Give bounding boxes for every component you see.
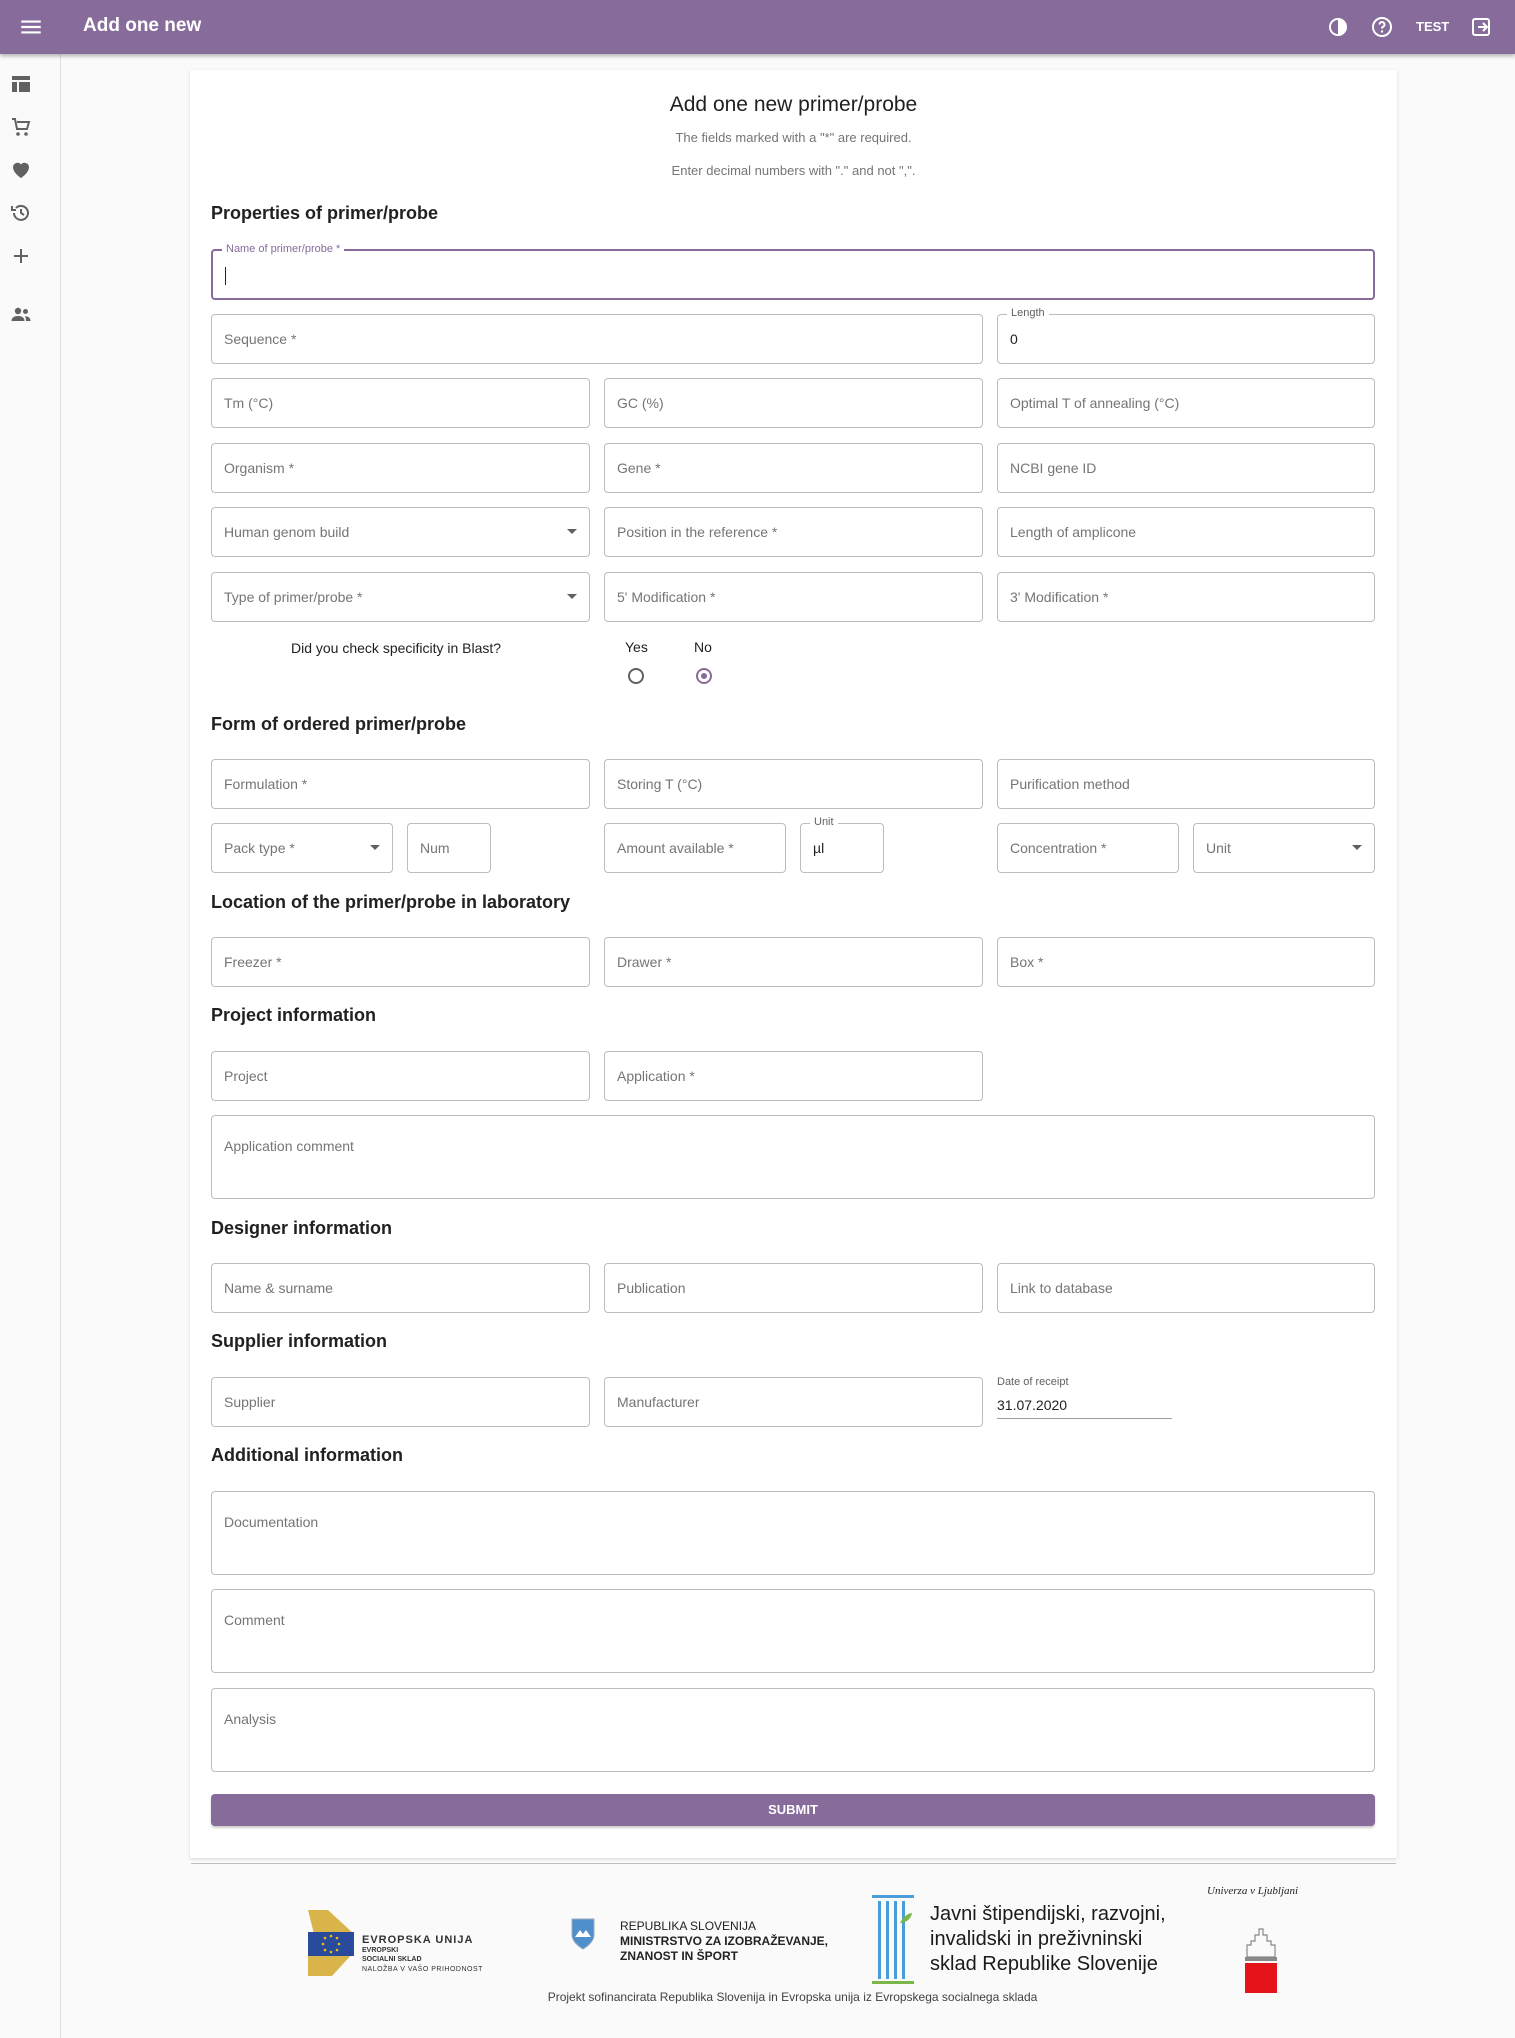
drawer-placeholder: Drawer * bbox=[617, 954, 672, 970]
freezer-field[interactable] bbox=[211, 937, 590, 987]
contrast-icon[interactable] bbox=[1326, 15, 1350, 39]
top-app-bar bbox=[0, 0, 1515, 54]
submit-button[interactable]: SUBMIT bbox=[211, 1794, 1375, 1826]
project-field[interactable] bbox=[211, 1051, 590, 1101]
documentation-placeholder: Documentation bbox=[224, 1514, 319, 1530]
application-comment-field[interactable] bbox=[211, 1115, 1375, 1199]
organism-field[interactable] bbox=[211, 443, 590, 493]
table-icon[interactable] bbox=[9, 72, 33, 96]
logout-icon[interactable] bbox=[1469, 15, 1493, 39]
manufacturer-field[interactable] bbox=[604, 1377, 983, 1427]
app-title: Add one new bbox=[83, 15, 202, 36]
ministry-line2: MINISTRSTVO ZA IZOBRAŽEVANJE, bbox=[620, 1934, 829, 1948]
supplier-placeholder: Supplier bbox=[224, 1394, 276, 1410]
gc-field[interactable] bbox=[604, 378, 983, 428]
genom-build-select[interactable] bbox=[211, 507, 590, 557]
drawer-field[interactable] bbox=[604, 937, 983, 987]
name-field[interactable] bbox=[211, 243, 1375, 300]
name-field-label: Name of primer/probe * bbox=[222, 243, 344, 255]
formulation-field[interactable] bbox=[211, 759, 590, 809]
eu-flag-icon bbox=[306, 1908, 356, 1978]
section-location: Location of the primer/probe in laboratory bbox=[211, 892, 571, 912]
add-icon[interactable] bbox=[9, 244, 33, 268]
ncbi-field[interactable] bbox=[997, 443, 1375, 493]
position-placeholder: Position in the reference * bbox=[617, 524, 778, 540]
ministry-line3: ZNANOST IN ŠPORT bbox=[620, 1949, 739, 1963]
designer-name-field[interactable] bbox=[211, 1263, 590, 1313]
fund-line1: Javni štipendijski, razvojni, bbox=[930, 1903, 1166, 1925]
optimal-t-placeholder: Optimal T of annealing (°C) bbox=[1010, 395, 1180, 411]
blast-no-radio[interactable] bbox=[696, 668, 712, 684]
amplicone-placeholder: Length of amplicone bbox=[1010, 524, 1137, 540]
organism-placeholder: Organism * bbox=[224, 460, 295, 476]
date-underline bbox=[997, 1418, 1172, 1419]
storing-field[interactable] bbox=[604, 759, 983, 809]
dropdown-arrow-icon bbox=[567, 594, 577, 599]
gc-placeholder: GC (%) bbox=[617, 395, 664, 411]
dropdown-arrow-icon bbox=[567, 529, 577, 534]
page-title: Add one new primer/probe bbox=[669, 93, 918, 116]
menu-icon[interactable] bbox=[18, 14, 44, 40]
required-note: The fields marked with a "*" are required. bbox=[675, 130, 912, 145]
type-placeholder: Type of primer/probe * bbox=[224, 589, 363, 605]
tm-field[interactable] bbox=[211, 378, 590, 428]
side-navigation bbox=[0, 54, 61, 2038]
link-db-placeholder: Link to database bbox=[1010, 1280, 1113, 1296]
eu-line2: EVROPSKI bbox=[362, 1947, 399, 1954]
tm-placeholder: Tm (°C) bbox=[224, 395, 274, 411]
length-field[interactable] bbox=[997, 307, 1375, 364]
genom-build-placeholder: Human genom build bbox=[224, 524, 350, 540]
application-placeholder: Application * bbox=[617, 1068, 695, 1084]
application-field[interactable] bbox=[604, 1051, 983, 1101]
section-designer: Designer information bbox=[211, 1218, 393, 1238]
analysis-field[interactable] bbox=[211, 1688, 1375, 1772]
blast-yes-label: Yes bbox=[625, 639, 648, 655]
eu-logo bbox=[306, 1908, 506, 1978]
link-db-field[interactable] bbox=[997, 1263, 1375, 1313]
eu-line4: NALOŽBA V VAŠO PRIHODNOST bbox=[362, 1966, 483, 1973]
user-button[interactable]: TEST bbox=[1416, 19, 1450, 34]
optimal-t-field[interactable] bbox=[997, 378, 1375, 428]
university-logo bbox=[1205, 1885, 1315, 1995]
mod3-field[interactable] bbox=[997, 572, 1375, 622]
documentation-field[interactable] bbox=[211, 1491, 1375, 1575]
fund-line3: sklad Republike Slovenije bbox=[930, 1953, 1158, 1975]
blast-question: Did you check specificity in Blast? bbox=[291, 640, 502, 656]
pack-type-placeholder: Pack type * bbox=[224, 840, 295, 856]
amount-unit-label: Unit bbox=[810, 816, 838, 828]
length-label: Length bbox=[1007, 307, 1049, 319]
num-placeholder: Num bbox=[420, 840, 450, 856]
amplicone-field[interactable] bbox=[997, 507, 1375, 557]
fund-pillar-icon bbox=[870, 1893, 916, 1987]
fund-logo bbox=[870, 1893, 1190, 1989]
comment-field[interactable] bbox=[211, 1589, 1375, 1673]
cart-icon[interactable] bbox=[9, 115, 33, 139]
help-icon[interactable] bbox=[1370, 15, 1394, 39]
blast-no-label: No bbox=[694, 639, 712, 655]
designer-name-placeholder: Name & surname bbox=[224, 1280, 333, 1296]
users-icon[interactable] bbox=[9, 302, 33, 326]
slovenia-coat-of-arms-icon bbox=[570, 1917, 596, 1951]
analysis-placeholder: Analysis bbox=[224, 1711, 277, 1727]
ministry-logo bbox=[570, 1915, 850, 1975]
type-select[interactable] bbox=[211, 572, 590, 622]
gene-field[interactable] bbox=[604, 443, 983, 493]
publication-placeholder: Publication bbox=[617, 1280, 686, 1296]
footer-note: Projekt sofinancirata Republika Slovenija in Evropska unija iz Evropskega socialnega sklada bbox=[547, 1990, 1038, 2004]
date-field[interactable]: 31.07.2020 bbox=[997, 1397, 1068, 1413]
ncbi-placeholder: NCBI gene ID bbox=[1010, 460, 1097, 476]
footer-divider bbox=[191, 1863, 1396, 1864]
comment-placeholder: Comment bbox=[224, 1612, 285, 1628]
project-placeholder: Project bbox=[224, 1068, 268, 1084]
concentration-field[interactable] bbox=[997, 823, 1179, 873]
dropdown-arrow-icon bbox=[370, 845, 380, 850]
amount-unit-field[interactable] bbox=[800, 816, 884, 873]
amount-unit-value: µl bbox=[813, 840, 825, 856]
mod3-placeholder: 3' Modification * bbox=[1010, 589, 1109, 605]
eu-line1: EVROPSKA UNIJA bbox=[362, 1934, 474, 1946]
section-properties: Properties of primer/probe bbox=[211, 203, 439, 223]
section-supplier: Supplier information bbox=[211, 1331, 388, 1351]
manufacturer-placeholder: Manufacturer bbox=[617, 1394, 700, 1410]
heart-icon[interactable] bbox=[9, 158, 33, 182]
num-field[interactable] bbox=[407, 823, 491, 873]
length-value: 0 bbox=[1010, 331, 1018, 347]
sequence-placeholder: Sequence * bbox=[224, 331, 297, 347]
mod5-field[interactable] bbox=[604, 572, 983, 622]
section-form: Form of ordered primer/probe bbox=[211, 714, 467, 734]
purification-field[interactable] bbox=[997, 759, 1375, 809]
gene-placeholder: Gene * bbox=[617, 460, 661, 476]
dropdown-arrow-icon bbox=[1352, 845, 1362, 850]
amount-placeholder: Amount available * bbox=[617, 840, 734, 856]
freezer-placeholder: Freezer * bbox=[224, 954, 282, 970]
concentration-placeholder: Concentration * bbox=[1010, 840, 1107, 856]
university-name: Univerza v Ljubljani bbox=[1207, 1885, 1299, 1897]
section-project: Project information bbox=[211, 1005, 377, 1025]
box-placeholder: Box * bbox=[1010, 954, 1044, 970]
blast-yes-radio[interactable] bbox=[628, 668, 644, 684]
text-cursor bbox=[225, 267, 226, 285]
eu-line3: SOCIALNI SKLAD bbox=[362, 1956, 422, 1963]
amount-field[interactable] bbox=[604, 823, 786, 873]
publication-field[interactable] bbox=[604, 1263, 983, 1313]
supplier-field[interactable] bbox=[211, 1377, 590, 1427]
fund-line2: invalidski in preživninski bbox=[930, 1928, 1143, 1950]
pack-type-select[interactable] bbox=[211, 823, 393, 873]
formulation-placeholder: Formulation * bbox=[224, 776, 308, 792]
box-field[interactable] bbox=[997, 937, 1375, 987]
decimal-note: Enter decimal numbers with "." and not ",". bbox=[671, 163, 916, 178]
application-comment-placeholder: Application comment bbox=[224, 1138, 354, 1154]
purification-placeholder: Purification method bbox=[1010, 776, 1130, 792]
section-additional: Additional information bbox=[211, 1445, 403, 1465]
concentration-unit-select[interactable] bbox=[1193, 823, 1375, 873]
mod5-placeholder: 5' Modification * bbox=[617, 589, 716, 605]
concentration-unit-placeholder: Unit bbox=[1206, 840, 1231, 856]
date-label: Date of receipt bbox=[997, 1376, 1069, 1388]
storing-placeholder: Storing T (°C) bbox=[617, 776, 703, 792]
position-field[interactable] bbox=[604, 507, 983, 557]
history-icon[interactable] bbox=[9, 201, 33, 225]
ministry-line1: REPUBLIKA SLOVENIJA bbox=[620, 1919, 757, 1933]
sequence-field[interactable] bbox=[211, 314, 983, 364]
university-castle-icon bbox=[1241, 1923, 1281, 1995]
